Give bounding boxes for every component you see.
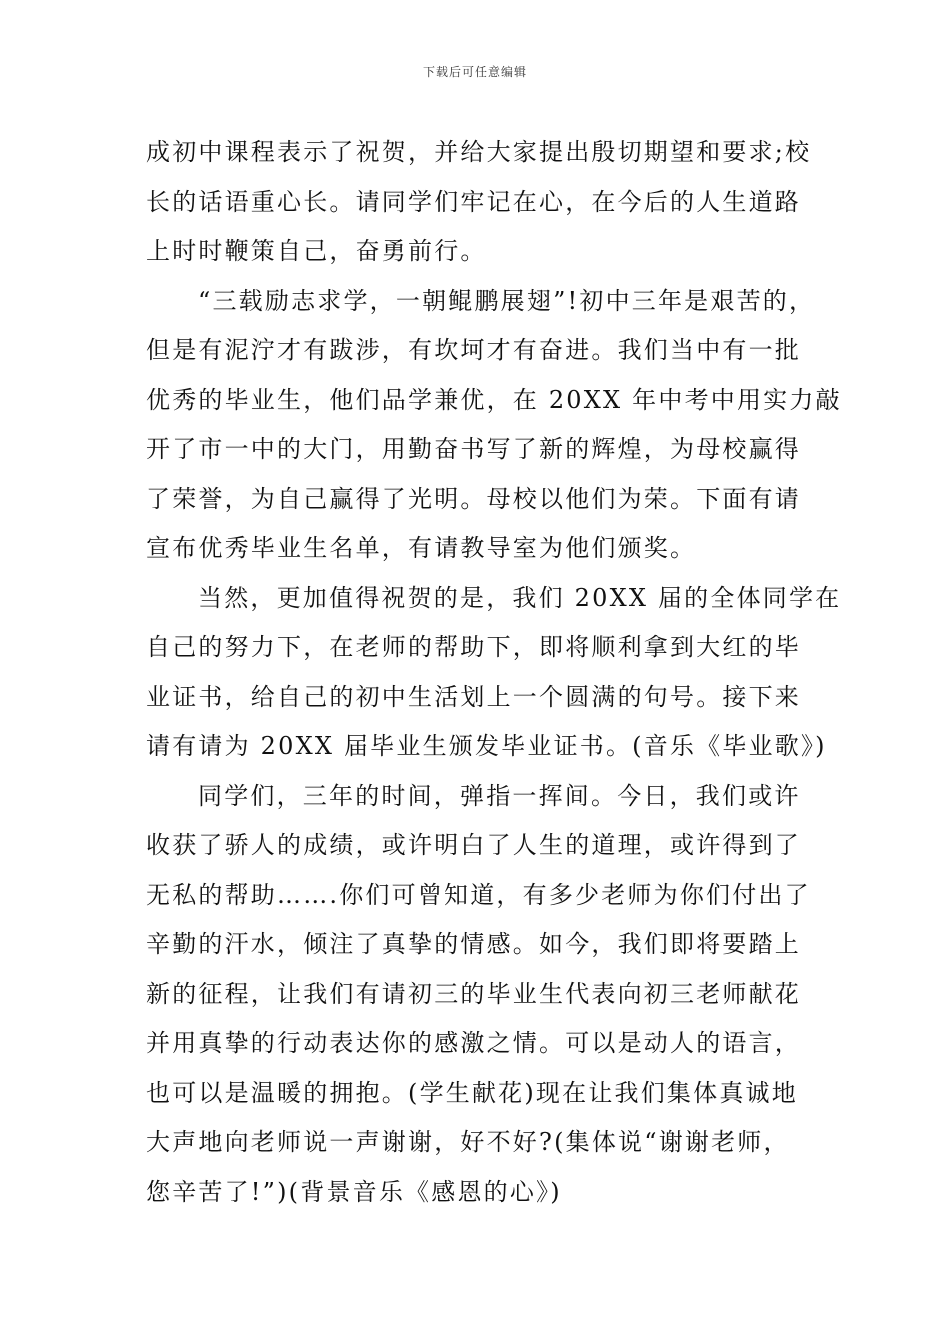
text-line: 您辛苦了!”)(背景音乐《感恩的心》): [146, 1177, 562, 1206]
text-line: 自己的努力下，在老师的帮助下，即将顺利拿到大红的毕: [146, 633, 801, 661]
text-line: 收获了骄人的成绩，或许明白了人生的道理，或许得到了: [146, 831, 801, 859]
text-line: “三载励志求学，一朝鲲鹏展翅”!初中三年是艰苦的，: [198, 286, 816, 315]
text-line: 大声地向老师说一声谢谢，好不好?(集体说“谢谢老师，: [146, 1128, 790, 1156]
text-line: 宣布优秀毕业生名单，有请教导室为他们颁奖。: [146, 534, 697, 562]
paragraph-1: [146, 128, 816, 277]
text-line: 上时时鞭策自己，奋勇前行。: [146, 237, 487, 265]
text-line: 无私的帮助…….你们可曾知道，有多少老师为你们付出了: [146, 880, 811, 909]
text-line: 但是有泥泞才有跋涉，有坎坷才有奋进。我们当中有一批: [146, 336, 801, 364]
text-line: 并用真挚的行动表达你的感激之情。可以是动人的语言，: [146, 1029, 801, 1057]
text-line: 当然，更加值得祝贺的是，我们 20XX 届的全体同学在: [198, 583, 842, 612]
text-line: 长的话语重心长。请同学们牢记在心，在今后的人生道路: [146, 187, 801, 216]
paragraph-3: [146, 574, 842, 772]
text-line: 成初中课程表示了祝贺，并给大家提出殷切期望和要求;校: [146, 138, 812, 166]
text-line: 同学们，三年的时间，弹指一挥间。今日，我们或许: [198, 781, 801, 810]
paragraph-4: [146, 772, 816, 1218]
text-line: 开了市一中的大门，用勤奋书写了新的辉煌，为母校赢得: [146, 435, 801, 463]
text-line: 也可以是温暖的拥抱。(学生献花)现在让我们集体真诚地: [146, 1078, 798, 1107]
text-line: 了荣誉，为自己赢得了光明。母校以他们为荣。下面有请: [146, 484, 801, 513]
text-line: 辛勤的汗水，倾注了真挚的情感。如今，我们即将要踏上: [146, 930, 801, 958]
text-line: 业证书，给自己的初中生活划上一个圆满的句号。接下来: [146, 682, 801, 711]
text-line: 优秀的毕业生，他们品学兼优，在 20XX 年中考中用实力敲: [146, 385, 842, 414]
text-line: 请有请为 20XX 届毕业生颁发毕业证书。(音乐《毕业歌》): [146, 732, 827, 760]
document-body: [146, 128, 842, 1217]
page-header-note: 下载后可任意编辑: [422, 65, 527, 79]
paragraph-2: [146, 277, 842, 574]
text-line: 新的征程，让我们有请初三的毕业生代表向初三老师献花: [146, 979, 801, 1008]
